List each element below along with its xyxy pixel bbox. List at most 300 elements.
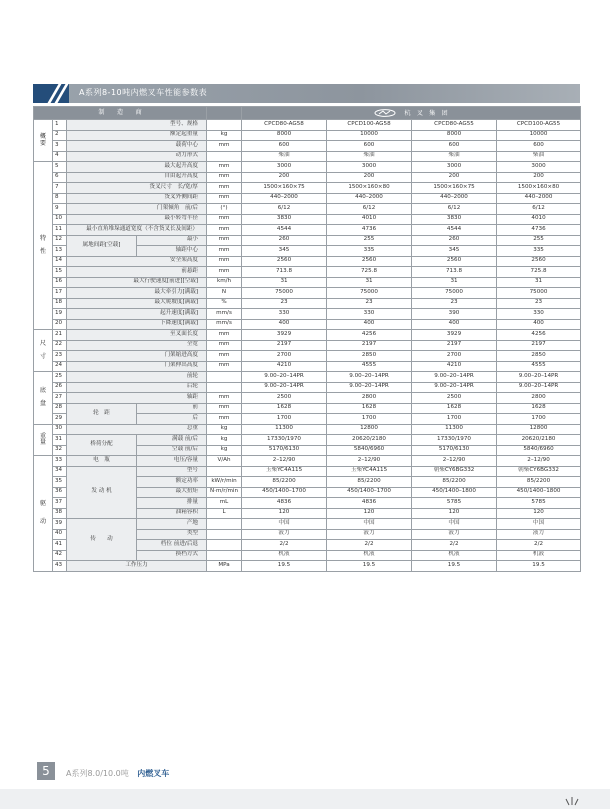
row-label: 最大扭矩 bbox=[137, 487, 207, 498]
row-number: 6 bbox=[53, 172, 67, 183]
row-number: 2 bbox=[53, 130, 67, 141]
value-cell: 2–12/90 bbox=[242, 456, 327, 467]
footer-series: A系列8.0/10.0吨 bbox=[66, 769, 129, 778]
table-row bbox=[34, 372, 581, 383]
value-cell: 19.5 bbox=[242, 561, 327, 572]
value-cell: 713.8 bbox=[412, 267, 497, 278]
row-number: 43 bbox=[53, 561, 67, 572]
value-cell: 3830 bbox=[412, 214, 497, 225]
row-label: 空载 前/后 bbox=[137, 445, 207, 456]
unit-cell: mm bbox=[207, 330, 242, 341]
row-label: 型号、规格 bbox=[67, 120, 207, 131]
row-label: 门架倾角 前/后 bbox=[67, 204, 207, 215]
table-header-row bbox=[34, 107, 581, 120]
value-cell: 9.00–20–14PR bbox=[327, 372, 412, 383]
unit-cell: mm bbox=[207, 267, 242, 278]
row-number: 12 bbox=[53, 235, 67, 246]
row-number: 22 bbox=[53, 340, 67, 351]
value-cell: 9.00–20–14PR bbox=[412, 382, 497, 393]
table-row bbox=[34, 225, 581, 236]
value-cell: 机液 bbox=[412, 550, 497, 561]
value-cell: 255 bbox=[497, 235, 581, 246]
value-cell: 2–12/90 bbox=[412, 456, 497, 467]
sub-label-transmission: 传 动 bbox=[67, 519, 137, 561]
value-cell: 中国 bbox=[327, 519, 412, 530]
unit-cell: kg bbox=[207, 445, 242, 456]
table-row bbox=[34, 141, 581, 152]
value-cell: 4836 bbox=[327, 498, 412, 509]
table-row bbox=[34, 256, 581, 267]
value-cell: 260 bbox=[412, 235, 497, 246]
value-cell: 8000 bbox=[412, 130, 497, 141]
value-cell: 2560 bbox=[497, 256, 581, 267]
value-cell: 9.00–20–14PR bbox=[497, 382, 581, 393]
table-row bbox=[34, 519, 581, 530]
row-number: 32 bbox=[53, 445, 67, 456]
value-cell: 2800 bbox=[327, 393, 412, 404]
value-cell: 85/2200 bbox=[412, 477, 497, 488]
row-number: 30 bbox=[53, 424, 67, 435]
table-row bbox=[34, 382, 581, 393]
value-cell: 朝柴CY6BG332 bbox=[412, 466, 497, 477]
value-cell: 3000 bbox=[327, 162, 412, 173]
unit-cell: mm bbox=[207, 172, 242, 183]
spec-table bbox=[33, 106, 581, 572]
unit-cell: mm bbox=[207, 403, 242, 414]
unit-cell: mm bbox=[207, 393, 242, 404]
value-cell: 120 bbox=[412, 508, 497, 519]
value-cell: 1628 bbox=[412, 403, 497, 414]
group-label: 概 要 bbox=[34, 120, 53, 162]
row-number: 38 bbox=[53, 508, 67, 519]
value-cell: 3000 bbox=[242, 162, 327, 173]
value-cell: 12800 bbox=[327, 424, 412, 435]
value-cell: 19.5 bbox=[412, 561, 497, 572]
value-cell: CPCD100-AG58 bbox=[327, 120, 412, 131]
table-row bbox=[34, 288, 581, 299]
row-number: 18 bbox=[53, 298, 67, 309]
table-row bbox=[34, 162, 581, 173]
table-row bbox=[34, 456, 581, 467]
table-row bbox=[34, 235, 581, 246]
value-cell: 朝柴CY6BG332 bbox=[497, 466, 581, 477]
group-label: 特 性 bbox=[34, 162, 53, 330]
value-cell: 中国 bbox=[412, 519, 497, 530]
value-cell: 2197 bbox=[327, 340, 412, 351]
table-row bbox=[34, 130, 581, 141]
unit-cell: mm bbox=[207, 235, 242, 246]
value-cell: CPCD80-AG58 bbox=[242, 120, 327, 131]
row-number: 14 bbox=[53, 256, 67, 267]
row-number: 40 bbox=[53, 529, 67, 540]
table-row bbox=[34, 298, 581, 309]
unit-cell: V/Ah bbox=[207, 456, 242, 467]
row-number: 19 bbox=[53, 309, 67, 320]
row-label: 前轮 bbox=[67, 372, 207, 383]
value-cell: 390 bbox=[412, 309, 497, 320]
value-cell: 2–12/90 bbox=[497, 456, 581, 467]
row-number: 31 bbox=[53, 435, 67, 446]
row-label: 最小直角堆垛通道宽度（不含货叉长及间距） bbox=[67, 225, 207, 236]
group-label: 重 量 bbox=[34, 424, 53, 456]
row-label: 轴距中心 bbox=[137, 246, 207, 257]
value-cell: 液力 bbox=[242, 529, 327, 540]
row-label: 门架伸出高度 bbox=[67, 361, 207, 372]
value-cell: 330 bbox=[497, 309, 581, 320]
hangcha-logo-icon bbox=[374, 109, 396, 117]
value-cell: 1500×160×75 bbox=[412, 183, 497, 194]
value-cell: 23 bbox=[412, 298, 497, 309]
row-number: 21 bbox=[53, 330, 67, 341]
sub-label-axle: 桥荷分配 bbox=[67, 435, 137, 456]
sub-label-pressure: 工作压力 bbox=[67, 561, 207, 572]
value-cell: 5840/6960 bbox=[497, 445, 581, 456]
value-cell: 5785 bbox=[412, 498, 497, 509]
row-label: 额定起重量 bbox=[67, 130, 207, 141]
row-number: 3 bbox=[53, 141, 67, 152]
value-cell: 713.8 bbox=[242, 267, 327, 278]
unit-cell: mm bbox=[207, 340, 242, 351]
table-row bbox=[34, 214, 581, 225]
row-label: 型号 bbox=[137, 466, 207, 477]
value-cell: 5840/6960 bbox=[327, 445, 412, 456]
value-cell: 400 bbox=[497, 319, 581, 330]
row-label: 最大起升高度 bbox=[67, 162, 207, 173]
sub-label-battery: 电 瓶 bbox=[67, 456, 137, 467]
value-cell: 6/12 bbox=[497, 204, 581, 215]
table-row bbox=[34, 361, 581, 372]
table-row bbox=[34, 340, 581, 351]
value-cell: 6/12 bbox=[327, 204, 412, 215]
unit-cell: mm bbox=[207, 256, 242, 267]
row-number: 20 bbox=[53, 319, 67, 330]
row-number: 13 bbox=[53, 246, 67, 257]
value-cell: 31 bbox=[242, 277, 327, 288]
value-cell: 4544 bbox=[242, 225, 327, 236]
row-label: 前 bbox=[137, 403, 207, 414]
value-cell: 600 bbox=[242, 141, 327, 152]
value-cell: 8000 bbox=[242, 130, 327, 141]
value-cell: 75000 bbox=[327, 288, 412, 299]
footer-caption bbox=[66, 768, 169, 779]
value-cell: 2197 bbox=[242, 340, 327, 351]
table-row bbox=[34, 277, 581, 288]
row-label: 档位 前进/后退 bbox=[137, 540, 207, 551]
unit-cell: kg bbox=[207, 130, 242, 141]
value-cell: 柴油 bbox=[497, 151, 581, 162]
value-cell: 1500×160×80 bbox=[327, 183, 412, 194]
value-cell: 400 bbox=[327, 319, 412, 330]
value-cell: 600 bbox=[412, 141, 497, 152]
sub-label-track: 轮 距 bbox=[67, 403, 137, 424]
value-cell: 120 bbox=[497, 508, 581, 519]
value-cell: 725.8 bbox=[327, 267, 412, 278]
unit-cell: mm bbox=[207, 193, 242, 204]
table-row bbox=[34, 424, 581, 435]
unit-cell bbox=[207, 372, 242, 383]
value-cell: 200 bbox=[412, 172, 497, 183]
value-cell: 85/2200 bbox=[242, 477, 327, 488]
value-cell: 31 bbox=[327, 277, 412, 288]
unit-cell: kg bbox=[207, 435, 242, 446]
row-number: 37 bbox=[53, 498, 67, 509]
value-cell: CPCD100-AG55 bbox=[497, 120, 581, 131]
unit-cell: kg bbox=[207, 424, 242, 435]
row-number: 8 bbox=[53, 193, 67, 204]
value-cell: 85/2200 bbox=[327, 477, 412, 488]
value-cell: 4836 bbox=[242, 498, 327, 509]
row-number: 41 bbox=[53, 540, 67, 551]
section-header bbox=[33, 84, 580, 103]
unit-cell: MPa bbox=[207, 561, 242, 572]
value-cell: 335 bbox=[327, 246, 412, 257]
row-number: 42 bbox=[53, 550, 67, 561]
value-cell: 330 bbox=[242, 309, 327, 320]
value-cell: 4010 bbox=[327, 214, 412, 225]
unit-cell bbox=[207, 550, 242, 561]
table-row bbox=[34, 183, 581, 194]
value-cell: 2700 bbox=[412, 351, 497, 362]
row-label: 起升速度[满载] bbox=[67, 309, 207, 320]
value-cell: 23 bbox=[242, 298, 327, 309]
unit-cell bbox=[207, 382, 242, 393]
unit-cell: mm bbox=[207, 414, 242, 425]
table-row bbox=[34, 309, 581, 320]
value-cell: 1500×160×75 bbox=[242, 183, 327, 194]
unit-cell: mm bbox=[207, 162, 242, 173]
value-cell: 9.00–20–14PR bbox=[242, 372, 327, 383]
value-cell: 400 bbox=[412, 319, 497, 330]
footer-category: 内燃叉车 bbox=[137, 769, 170, 778]
value-cell: 3000 bbox=[412, 162, 497, 173]
value-cell: 20620/2180 bbox=[327, 435, 412, 446]
value-cell: 6/12 bbox=[242, 204, 327, 215]
value-cell: 450/1400–1700 bbox=[327, 487, 412, 498]
row-label: 下降速度[满载] bbox=[67, 319, 207, 330]
value-cell: 75000 bbox=[497, 288, 581, 299]
table-row bbox=[34, 151, 581, 162]
value-cell: 1628 bbox=[327, 403, 412, 414]
value-cell: 200 bbox=[242, 172, 327, 183]
value-cell: 液力 bbox=[412, 529, 497, 540]
table-row bbox=[34, 319, 581, 330]
row-label: 货叉外侧间距 bbox=[67, 193, 207, 204]
value-cell: 2560 bbox=[242, 256, 327, 267]
brand-name: 杭 叉 集 团 bbox=[404, 109, 448, 117]
crop-mark-icon bbox=[562, 797, 582, 807]
value-cell: 6/12 bbox=[412, 204, 497, 215]
row-label: 最大行驶速度[前进][空载] bbox=[67, 277, 207, 288]
value-cell: 玉柴YC4A115 bbox=[242, 466, 327, 477]
unit-cell: % bbox=[207, 298, 242, 309]
value-cell: 机液 bbox=[327, 550, 412, 561]
value-cell: 2/2 bbox=[327, 540, 412, 551]
unit-cell bbox=[207, 120, 242, 131]
table-row bbox=[34, 172, 581, 183]
value-cell: 10000 bbox=[497, 130, 581, 141]
row-label: 类型 bbox=[137, 529, 207, 540]
row-number: 16 bbox=[53, 277, 67, 288]
row-number: 11 bbox=[53, 225, 67, 236]
row-number: 35 bbox=[53, 477, 67, 488]
unit-cell bbox=[207, 540, 242, 551]
value-cell: 1700 bbox=[327, 414, 412, 425]
sub-label-engine: 发 动 机 bbox=[67, 466, 137, 519]
unit-cell: mm bbox=[207, 214, 242, 225]
row-number: 28 bbox=[53, 403, 67, 414]
row-label: 安全架高度 bbox=[67, 256, 207, 267]
value-cell: 机液 bbox=[497, 550, 581, 561]
value-cell: 400 bbox=[242, 319, 327, 330]
row-number: 5 bbox=[53, 162, 67, 173]
value-cell: 725.8 bbox=[497, 267, 581, 278]
value-cell: 1500×160×80 bbox=[497, 183, 581, 194]
value-cell: 200 bbox=[327, 172, 412, 183]
value-cell: 4555 bbox=[327, 361, 412, 372]
group-label: 尺 寸 bbox=[34, 330, 53, 372]
row-label: 总重 bbox=[67, 424, 207, 435]
value-cell: 2/2 bbox=[242, 540, 327, 551]
value-cell: 4736 bbox=[327, 225, 412, 236]
row-label: 轴距 bbox=[67, 393, 207, 404]
unit-cell: L bbox=[207, 508, 242, 519]
row-number: 23 bbox=[53, 351, 67, 362]
row-number: 34 bbox=[53, 466, 67, 477]
row-number: 39 bbox=[53, 519, 67, 530]
row-label: 最小转弯半径 bbox=[67, 214, 207, 225]
row-number: 36 bbox=[53, 487, 67, 498]
row-number: 1 bbox=[53, 120, 67, 131]
row-label: 后轮 bbox=[67, 382, 207, 393]
unit-cell bbox=[207, 519, 242, 530]
row-number: 7 bbox=[53, 183, 67, 194]
row-number: 17 bbox=[53, 288, 67, 299]
unit-cell: (°) bbox=[207, 204, 242, 215]
brand-header bbox=[242, 107, 581, 120]
value-cell: 2560 bbox=[412, 256, 497, 267]
value-cell: 3830 bbox=[242, 214, 327, 225]
value-cell: 2560 bbox=[327, 256, 412, 267]
page-number: 5 bbox=[37, 762, 55, 780]
value-cell: 345 bbox=[412, 246, 497, 257]
value-cell: 液力 bbox=[327, 529, 412, 540]
value-cell: 335 bbox=[497, 246, 581, 257]
value-cell: 1700 bbox=[497, 414, 581, 425]
value-cell: 4210 bbox=[412, 361, 497, 372]
row-label: 至叉面长度 bbox=[67, 330, 207, 341]
table-row bbox=[34, 351, 581, 362]
value-cell: 11300 bbox=[412, 424, 497, 435]
value-cell: 260 bbox=[242, 235, 327, 246]
unit-cell bbox=[207, 466, 242, 477]
value-cell: 12800 bbox=[497, 424, 581, 435]
value-cell: 液力 bbox=[497, 529, 581, 540]
value-cell: 4555 bbox=[497, 361, 581, 372]
value-cell: CPCD80-AG55 bbox=[412, 120, 497, 131]
unit-cell: mm bbox=[207, 361, 242, 372]
value-cell: 2197 bbox=[497, 340, 581, 351]
value-cell: 9.00–20–14PR bbox=[327, 382, 412, 393]
value-cell: 9.00–20–14PR bbox=[497, 372, 581, 383]
value-cell: 柴油 bbox=[412, 151, 497, 162]
table-row bbox=[34, 561, 581, 572]
table-row bbox=[34, 193, 581, 204]
row-label: 全宽 bbox=[67, 340, 207, 351]
table-row bbox=[34, 204, 581, 215]
row-label: 排量 bbox=[137, 498, 207, 509]
row-label: 油箱容积 bbox=[137, 508, 207, 519]
value-cell: 10000 bbox=[327, 130, 412, 141]
value-cell: 19.5 bbox=[497, 561, 581, 572]
value-cell: 330 bbox=[327, 309, 412, 320]
row-number: 9 bbox=[53, 204, 67, 215]
table-row bbox=[34, 330, 581, 341]
value-cell: 17330/1970 bbox=[412, 435, 497, 446]
value-cell: 中国 bbox=[497, 519, 581, 530]
unit-cell: mm bbox=[207, 141, 242, 152]
table-row bbox=[34, 393, 581, 404]
value-cell: 440–2000 bbox=[497, 193, 581, 204]
row-number: 33 bbox=[53, 456, 67, 467]
value-cell: 5170/6130 bbox=[412, 445, 497, 456]
value-cell: 4210 bbox=[242, 361, 327, 372]
row-label: 最小 bbox=[137, 235, 207, 246]
row-label: 载荷中心 bbox=[67, 141, 207, 152]
value-cell: 玉柴YC4A115 bbox=[327, 466, 412, 477]
row-label: 额定功率 bbox=[137, 477, 207, 488]
value-cell: 5170/6130 bbox=[242, 445, 327, 456]
unit-cell: mm/s bbox=[207, 309, 242, 320]
value-cell: 31 bbox=[497, 277, 581, 288]
unit-cell: mm/s bbox=[207, 319, 242, 330]
value-cell: 3929 bbox=[412, 330, 497, 341]
unit-cell: mm bbox=[207, 351, 242, 362]
value-cell: 23 bbox=[327, 298, 412, 309]
sub-label-gap: 属地间距[空载] bbox=[67, 235, 137, 256]
unit-cell bbox=[207, 151, 242, 162]
table-row bbox=[34, 403, 581, 414]
value-cell: 4256 bbox=[327, 330, 412, 341]
value-cell: 4736 bbox=[497, 225, 581, 236]
value-cell: 255 bbox=[327, 235, 412, 246]
value-cell: 345 bbox=[242, 246, 327, 257]
row-label: 满载 前/后 bbox=[137, 435, 207, 446]
row-number: 15 bbox=[53, 267, 67, 278]
value-cell: 440–2000 bbox=[242, 193, 327, 204]
value-cell: 31 bbox=[412, 277, 497, 288]
group-label: 驱 动 bbox=[34, 456, 53, 572]
value-cell: 2800 bbox=[497, 393, 581, 404]
value-cell: 2/2 bbox=[412, 540, 497, 551]
value-cell: 柴油 bbox=[242, 151, 327, 162]
unit-cell: N·m/r/min bbox=[207, 487, 242, 498]
value-cell: 9.00–20–14PR bbox=[242, 382, 327, 393]
value-cell: 4544 bbox=[412, 225, 497, 236]
value-cell: 120 bbox=[242, 508, 327, 519]
table-row bbox=[34, 120, 581, 131]
row-label: 最大爬坡度[满载] bbox=[67, 298, 207, 309]
row-label: 动力形式 bbox=[67, 151, 207, 162]
manufacturer-header: 制 造 商 bbox=[34, 107, 207, 120]
value-cell: 2197 bbox=[412, 340, 497, 351]
row-number: 27 bbox=[53, 393, 67, 404]
value-cell: 柴油 bbox=[327, 151, 412, 162]
value-cell: 机液 bbox=[242, 550, 327, 561]
unit-cell: km/h bbox=[207, 277, 242, 288]
value-cell: 450/1400–1800 bbox=[497, 487, 581, 498]
value-cell: 17330/1970 bbox=[242, 435, 327, 446]
unit-cell: mm bbox=[207, 225, 242, 236]
